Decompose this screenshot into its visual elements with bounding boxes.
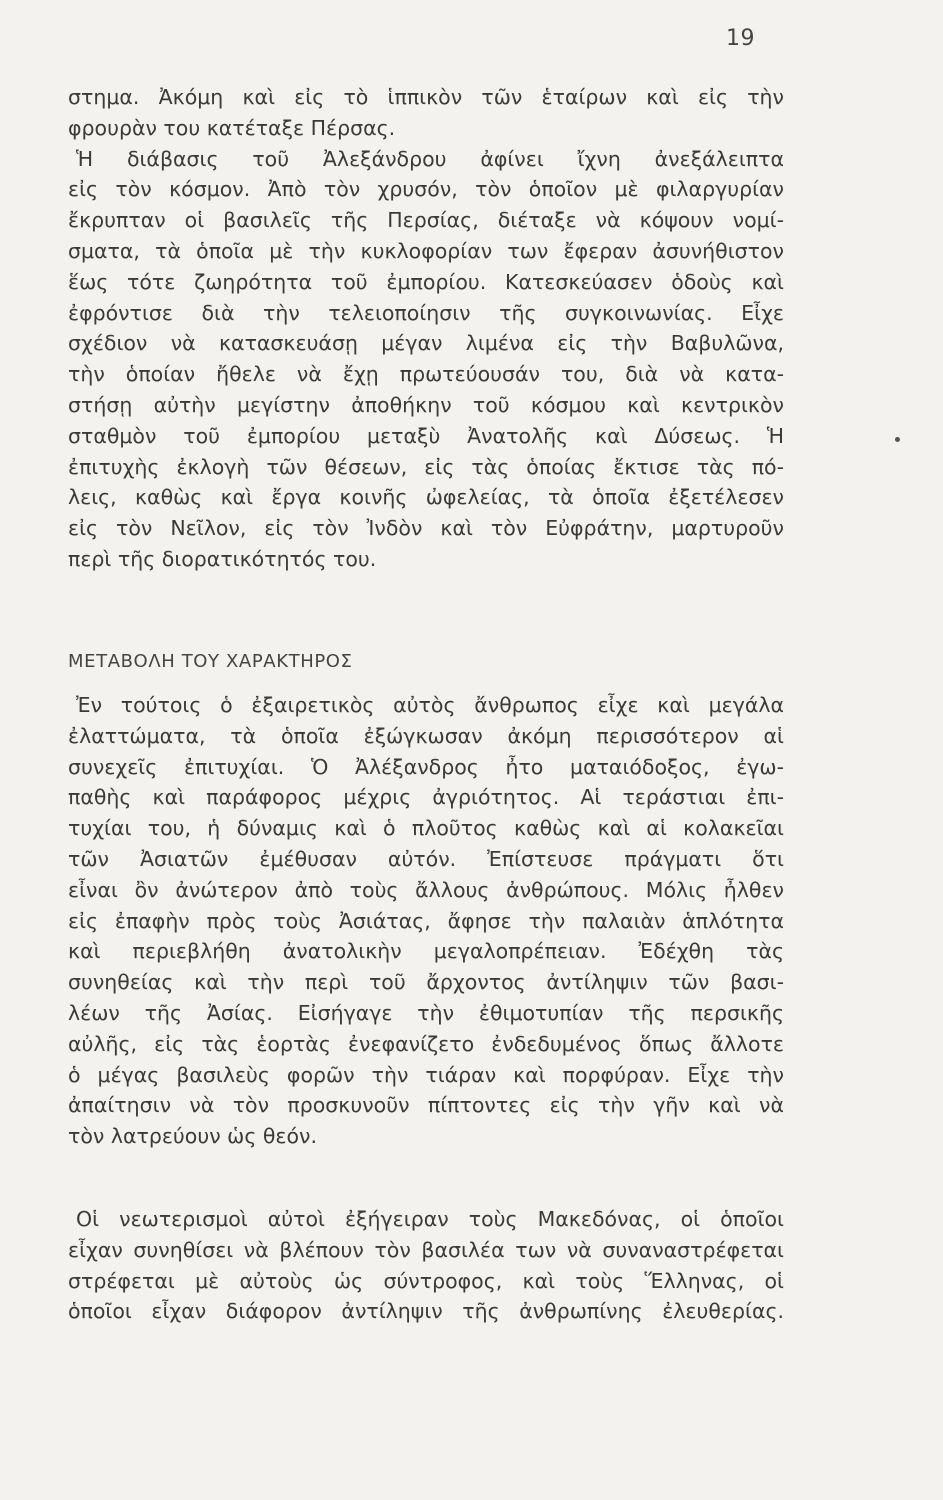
paragraph-block-1 — [68, 82, 784, 575]
text-line: λέων τῆς Ἀσίας. Εἰσήγαγε τὴν ἐθιμοτυπίαν τῆς περσικῆς — [68, 1000, 784, 1025]
text-line: καὶ περιεβλήθη ἀνατολικὴν μεγαλοπρέπειαν. Ἐδέχθη τὰς — [68, 939, 784, 964]
paragraph-block-2 — [68, 690, 784, 1152]
text-line: λεις, καθὼς καὶ ἔργα κοινῆς ὠφελείας, τὰ ὁποῖα ἐξετέλεσεν — [68, 485, 784, 510]
text-line: Ἐν τούτοις ὁ ἐξαιρετικὸς αὐτὸς ἄνθρωπος εἶχε καὶ μεγάλα — [76, 693, 784, 717]
text-line: στήσῃ αὐτὴν μεγίστην ἀποθήκην τοῦ κόσμου καὶ κεντρικὸν — [68, 392, 784, 417]
section-heading: ΜΕΤΑΒΟΛΗ ΤΟΥ ΧΑΡΑΚΤΗΡΟΣ — [68, 651, 353, 672]
text-line: εἰς ἐπαφὴν πρὸς τοὺς Ἀσιάτας, ἄφησε τὴν παλαιὰν ἁπλότητα — [68, 908, 784, 933]
text-line: παθὴς καὶ παράφορος μέχρις ἀγριότητος. Αἱ τεράστιαι ἐπι- — [68, 785, 784, 810]
text-line: εἰς τὸν Νεῖλον, εἰς τὸν Ἰνδὸν καὶ τὸν Εὐφράτην, μαρτυροῦν — [68, 516, 784, 541]
text-line: ὁποῖοι εἶχαν διάφορον ἀντίληψιν τῆς ἀνθρωπίνης ἐλευθερίας. — [68, 1299, 784, 1324]
text-line: συνηθείας καὶ τὴν περὶ τοῦ ἄρχοντος ἀντίληψιν τῶν βασι- — [68, 970, 784, 995]
text-line: στημα. Ἀκόμη καὶ εἰς τὸ ἱππικὸν τῶν ἑταίρων καὶ εἰς τὴν — [68, 85, 784, 109]
text-line: εἰς τὸν κόσμον. Ἀπὸ τὸν χρυσόν, τὸν ὁποῖον μὲ φιλαργυρίαν — [68, 177, 784, 202]
text-line: ἕως τότε ζωηρότητα τοῦ ἐμπορίου. Κατεσκεύασεν ὁδοὺς καὶ — [68, 269, 784, 294]
text-line: ἐπιτυχὴς ἐκλογὴ τῶν θέσεων, εἰς τὰς ὁποίας ἔκτισε τὰς πό- — [68, 454, 784, 479]
text-line: ἔκρυπταν οἱ βασιλεῖς τῆς Περσίας, διέταξε νὰ κόψουν νομί- — [68, 208, 784, 233]
text-line: στρέφεται μὲ αὐτοὺς ὡς σύντροφος, καὶ τοὺς Ἕλληνας, οἱ — [68, 1268, 784, 1293]
print-speck — [895, 437, 900, 442]
text-line: τῶν Ἀσιατῶν ἐμέθυσαν αὐτόν. Ἐπίστευσε πράγματι ὅτι — [68, 846, 784, 871]
paragraph-block-3 — [68, 1204, 784, 1327]
text-line: εἶναι ὂν ἀνώτερον ἀπὸ τοὺς ἄλλους ἀνθρώπους. Μόλις ἦλθεν — [68, 877, 784, 902]
text-line: εἶχαν συνηθίσει νὰ βλέπουν τὸν βασιλέα των νὰ συναναστρέφεται — [68, 1237, 784, 1262]
text-line: φρουρὰν του κατέταξε Πέρσας. — [68, 115, 396, 140]
text-line: αὐλῆς, εἰς τὰς ἑορτὰς ἐνεφανίζετο ἐνδεδυμένος ὅπως ἄλλοτε — [68, 1031, 784, 1056]
text-line: τὸν λατρεύουν ὡς θεόν. — [68, 1124, 318, 1149]
text-line: σταθμὸν τοῦ ἐμπορίου μεταξὺ Ἀνατολῆς καὶ Δύσεως. Ἡ — [68, 423, 784, 448]
text-line: σματα, τὰ ὁποῖα μὲ τὴν κυκλοφορίαν των ἔφεραν ἀσυνήθιστον — [68, 238, 784, 263]
page-number: 19 — [726, 26, 755, 51]
text-line: περὶ τῆς διορατικότητός του. — [68, 546, 377, 571]
text-line: τὴν ὁποίαν ἤθελε νὰ ἔχῃ πρωτεύουσάν του, διὰ νὰ κατα- — [68, 362, 784, 387]
text-line: ἀπαίτησιν νὰ τὸν προσκυνοῦν πίπτοντες εἰς τὴν γῆν καὶ νὰ — [68, 1093, 784, 1118]
text-line: ὁ μέγας βασιλεὺς φορῶν τὴν τιάραν καὶ πορφύραν. Εἶχε τὴν — [68, 1062, 784, 1087]
text-line: τυχίαι του, ἡ δύναμις καὶ ὁ πλοῦτος καθὼς καὶ αἱ κολακεῖαι — [68, 816, 784, 841]
text-line: σχέδιον νὰ κατασκευάσῃ μέγαν λιμένα εἰς τὴν Βαβυλῶνα, — [68, 331, 784, 356]
text-line: ἐλαττώματα, τὰ ὁποῖα ἐξώγκωσαν ἀκόμη περισσότερον αἱ — [68, 723, 784, 748]
text-line: Ἡ διάβασις τοῦ Ἀλεξάνδρου ἀφίνει ἴχνη ἀνεξάλειπτα — [76, 146, 784, 171]
text-line: συνεχεῖς ἐπιτυχίαι. Ὁ Ἀλέξανδρος ἦτο ματαιόδοξος, ἐγω- — [68, 754, 784, 779]
text-line: Οἱ νεωτερισμοὶ αὐτοὶ ἐξήγειραν τοὺς Μακεδόνας, οἱ ὁποῖοι — [76, 1207, 784, 1231]
text-line: ἐφρόντισε διὰ τὴν τελειοποίησιν τῆς συγκοινωνίας. Εἶχε — [68, 300, 784, 325]
